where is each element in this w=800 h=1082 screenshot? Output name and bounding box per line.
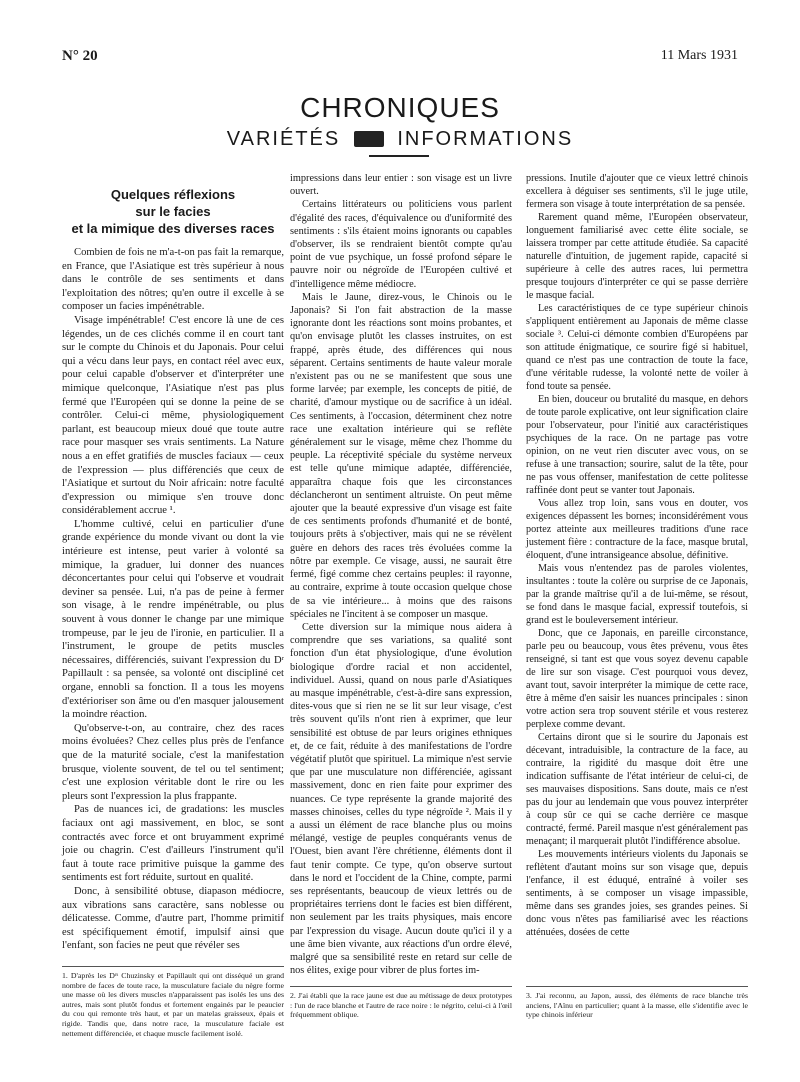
column-2	[290, 172, 512, 977]
footnote-3	[526, 986, 748, 1020]
paragraph: Cette diversion sur la mimique nous aidera à comprendre que ses variations, sa qualité sont fonction d'un état physiologique, d'une évolution biologique d'ordre racial et non accidentel, individuel. Aussi, quand on nous parle d'Asiatiques au masque impénétrable, c'est-à-dire sans expression, dites-vous que si rien ne se lit sur leur visage, c'est très souvent qu'ils n'ont rien à exprimer, que leur sensibilité est obtuse de par leurs origines ethniques et, de ce fait, réduite à des manifestations de l'ordre végétatif plutôt que spirituel. La mimique n'est servie que par une musculature non différenciée, agissant massivement, donc en rien faite pour exprimer des nuances. Ce type représente la grande majorité des masses chinoises, celles du type négroïde ². Mais il y a aussi un élément de race blanche plus ou moins mélangé, vestige de peuples conquérants venus de l'Ouest, bien avant l'ère chrétienne, éléments dont il faut tenir compte. Ce type, qu'on observe surtout dans le nord et l'occident de la Chine, compte, parmi ses représentants, beaucoup de vieux lettrés ou de propriétaires terriens dont le facies est bien différent, non seulement par les traits physiques, mais encore par l'expression du visage. Aucun doute qu'ici il y a une âme bien vivante, aux réactions d'un ordre élevé, malgré que sa sensibilité reste en retard sur celle de nos élites, exige pour vibrer de plus fortes im-	[290, 621, 512, 977]
article-title-line: et la mimique des diverses races	[71, 221, 275, 236]
paragraph: Certains littérateurs ou politiciens vous parlent d'égalité des races, d'équivalence ou d'uniformité des sentiments : s'ils étaient moins ignorants ou capables d'observer, ils se rendraient bientôt compte qu'au point de vue psychique, un fossé profond sépare le pauvre noir ou négroïde de l'Européen cultivé et d'intelligence même médiocre.	[290, 199, 512, 290]
paragraph: Pas de nuances ici, de gradations: les muscles faciaux ont agi massivement, en bloc, se sont contractés avec force et ont bruyamment exprimé joie ou chagrin. C'est d'ailleurs l'instrument qu'il faut à toute race primitive puisque la gamme des sentiments est fort réduite, surtout en qualité.	[62, 804, 284, 884]
paragraph: Combien de fois ne m'a-t-on pas fait la remarque, en France, que l'Asiatique est très supérieur à nous dans le contrôle de ses sentiments et dans l'exploitation des nôtres; qu'en outre il excelle à se composer un facies impénétrable.	[62, 247, 284, 313]
divider	[369, 155, 429, 157]
paragraph: L'homme cultivé, celui en particulier d'une grande expérience du monde vivant ou dont la vie intérieure est intense, peut varier à volonté sa mimique, la graduer, lui donner des nuances déconcertantes pour celui qui l'observe et voudrait deviner sa pensée. Lui, n'a pas de peine à fermer son visage, à le rendre impénétrable, ou plus souvent à vous donner le change par une mimique trompeuse, par le jeu de l'ironie, en particulier. Il a l'instrument, le groupe de petits muscles nécessaires, différenciés, suivant l'expression du Dʳ Papillault : sa pensée, sa volonté ont discipliné cet organe, ennobli sa fonction. Il a tous les moyens d'extérioriser son âme ou d'en masquer jalousement la moindre réaction.	[62, 518, 284, 721]
article-title-line: Quelques réflexions	[110, 187, 236, 202]
paragraph: Rarement quand même, l'Européen observateur, longuement familiarisé avec cette élite sociale, se laissera tromper par cette attitude étudiée. Sa capacité naturelle d'intuition, de jugement rapide, capacité si supérieure à celle des autres races, lui permettra presque toujours d'interpréter ce qui se passe derrière le masque facial.	[526, 212, 748, 301]
paragraph: Certains diront que si le sourire du Japonais est décevant, intraduisible, la contracture de la face, au contraire, la rigidité du masque doit être une indication suffisante de l'état intérieur de celui-ci, de ses mauvaises dispositions. Sans doute, mais ce n'est pas du jour au lendemain que vous pouvez interpréter à coup sûr ce qui se cache derrière ce masque contracté, fermé. Pareil masque n'est généralement pas menaçant; il marquerait plutôt l'indifférence absolue.	[526, 732, 748, 847]
paragraph: Les mouvements intérieurs violents du Japonais se reflètent d'autant moins sur son visage que, depuis l'enfance, il est éduqué, entraîné à voiler ses sentiments, à se composer un visage impassible, même dans ses grandes joies, ses grandes peines. Si donc vous n'êtes pas familiarisé avec les réactions atténuées, dosées de cette	[526, 849, 748, 938]
masthead-varietes: VARIÉTÉS	[226, 128, 341, 150]
paragraph: Mais le Jaune, direz-vous, le Chinois ou le Japonais? Si l'on fait abstraction de la masse ignorante dont les réactions sont moins probantes, et qu'on envisage plutôt les classes instruites, on est frappé, après étude, des différences qui nous séparent. Certains sentiments de haute valeur morale n'existent pas ou ne se manifestent que sous une forme larvée; par exemple, les concepts de pitié, de charité, d'amour mystique ou de sacrifice à un idéal. Ces sentiments, à l'occasion, déterminent chez notre race une exaltation intérieure qui se reflète généralement sur le visage, même chez l'homme du peuple. La réceptivité spéciale du système nerveux est telle qu'une mimique adaptée, différenciée, apparaîtra chaque fois que les circonstances déclancheront un sentiment altruiste. On peut même ajouter que la beauté expressive d'un visage est faite de ces sentiments profonds d'humanité et de bonté, toujours prêts à s'objectiver, mais qui ne se révèlent guère en dehors des races très évoluées comme la nôtre par exemple. Ce visage, aussi, ne saurait être fermé, figé comme chez certains peuples: il rayonne, au contraire, exprime à toute occasion quelque chose de sa vie intérieure... à moins que des raisons spéciales ne l'incitent à se composer un masque.	[290, 291, 512, 620]
footnote-text: 2. J'ai établi que la race jaune est due au métissage de deux prototypes : l'un de race blanche et l'autre de race noire : le négrito, celui-ci à l'œil fréquemment oblique.	[290, 991, 512, 1020]
column-1	[62, 246, 284, 953]
paragraph: En bien, douceur ou brutalité du masque, en dehors de toute parole explicative, ont leur signification claire pour l'observateur, pour l'initié aux caractéristiques psychiques de la race. On ne partage pas votre opinion, on ne veut rien discuter avec vous, on se refuse à une transaction; sourire, salut de la tête, pour ne pas vous offenser, manifestation de cette politesse raffinée dont peut se vanter tout Japonais.	[526, 394, 748, 496]
paragraph: impressions dans leur entier : son visage est un livre ouvert.	[290, 173, 512, 198]
masthead-informations: INFORMATIONS	[397, 128, 574, 150]
paragraph: Visage impénétrable! C'est encore là une de ces légendes, un de ces clichés comme il en court tant sur le compte du Chinois et du Japonais. Pour celui qui a vécu dans leur pays, en contact réel avec eux, pour celui capable d'observer et d'interpréter une mimique quelconque, l'Asiatique n'est pas plus fermé que l'Européen qui se donne la peine de se contrôler. Celui-ci même, physiologiquement parlant, est beaucoup mieux doué que toute autre race pour masquer ses vrais sentiments. La Nature nous a en effet gratifiés de muscles faciaux — ceux de l'expression — plus différenciés que ceux de l'Asiatique et surtout du Noir africain: notre faculté d'expression ou mimique s'en trouve donc considérablement accrue ¹.	[62, 314, 284, 517]
column-3	[526, 172, 748, 939]
masthead-subtitle	[0, 126, 800, 152]
paragraph: pressions. Inutile d'ajouter que ce vieux lettré chinois excellera à déguiser ses sentiments, s'il le juge utile, fermera son visage à toute interprétation de sa pensée.	[526, 173, 748, 210]
masthead-title: CHRONIQUES	[300, 92, 500, 123]
ornament-icon	[354, 131, 384, 147]
masthead	[0, 92, 800, 152]
article-title	[62, 186, 284, 237]
paragraph: Vous allez trop loin, sans vous en douter, vos exigences dépassent les bornes; inconsidérément vous portez atteinte aux meilleures traditions d'une race justement fière : contracture de la face, masque brutal, éloquent, d'une intransigeance absolue, définitive.	[526, 498, 748, 561]
footnote-2	[290, 986, 512, 1020]
footnote-text: 3. J'ai reconnu, au Japon, aussi, des éléments de race blanche très anciens, l'Aïnu en particulier; quant à la masse, elle s'identifie avec le type chinois inférieur	[526, 991, 748, 1020]
footnote-text: 1. D'après les Dʳˢ Chuzinsky et Papillault qui ont disséqué un grand nombre de faces de toute race, la musculature faciale du nègre forme une masse où les divers muscles n'apparaissent pas isolés les uns des autres, mais sont plutôt fondus et fortement engainés par le peaucier du cou qui remonte très haut, et par un matelas graisseux, épais et rigide. Tandis que, dans notre race, la musculature faciale est nettement différenciée, et chaque muscle facilement isolé.	[62, 971, 284, 1038]
issue-date: 11 Mars 1931	[660, 48, 738, 63]
paragraph: Les caractéristiques de ce type supérieur chinois s'appliquent entièrement au Japonais de même classe sociale ³. Celui-ci démonte combien d'Européens par son attitude énigmatique, ce sourire figé si habituel, quand ce n'est pas une contraction de toute la face, d'une véritable rudesse, la volonté nette de voiler à fond toute sa pensée.	[526, 303, 748, 392]
paragraph: Mais vous n'entendez pas de paroles violentes, insultantes : toute la colère ou surprise de ce Japonais, par la grande maîtrise qu'il a de lui-même, se résout, se fond dans le masque facial, expressif toutefois, si grand est le bouleversement intérieur.	[526, 563, 748, 626]
issue-number: N° 20	[62, 48, 98, 64]
paragraph: Qu'observe-t-on, au contraire, chez des races moins évoluées? Chez celles plus près de l'enfance que de la maturité sociale, c'est la manifestation brusque, violente souvent, de tel ou tel sentiment; c'est une explosion véritable dont le rire ou les pleurs sont l'expression la plus frappante.	[62, 722, 284, 802]
paragraph: Donc, que ce Japonais, en pareille circonstance, parle peu ou beaucoup, vous êtes prévenu, vous êtes renseigné, si tant est que vous soyez devenu capable de lire sur son visage. C'est pourquoi vous devez, avant tout, savoir interpréter la mimique de cette race, être à même d'en saisir les nuances principales : sinon votre action sera trop souvent stérile et vous resterez perplexe comme devant.	[526, 628, 748, 730]
article-title-line: sur le facies	[135, 204, 211, 219]
footnote-1	[62, 966, 284, 1038]
paragraph: Donc, à sensibilité obtuse, diapason médiocre, aux vibrations sans caractère, sans noblesse ou délicatesse. Comme, d'autre part, l'homme primitif est spécifiquement émotif, impulsif ainsi que l'enfant, son facies ne peut que révéler ses	[62, 885, 284, 952]
